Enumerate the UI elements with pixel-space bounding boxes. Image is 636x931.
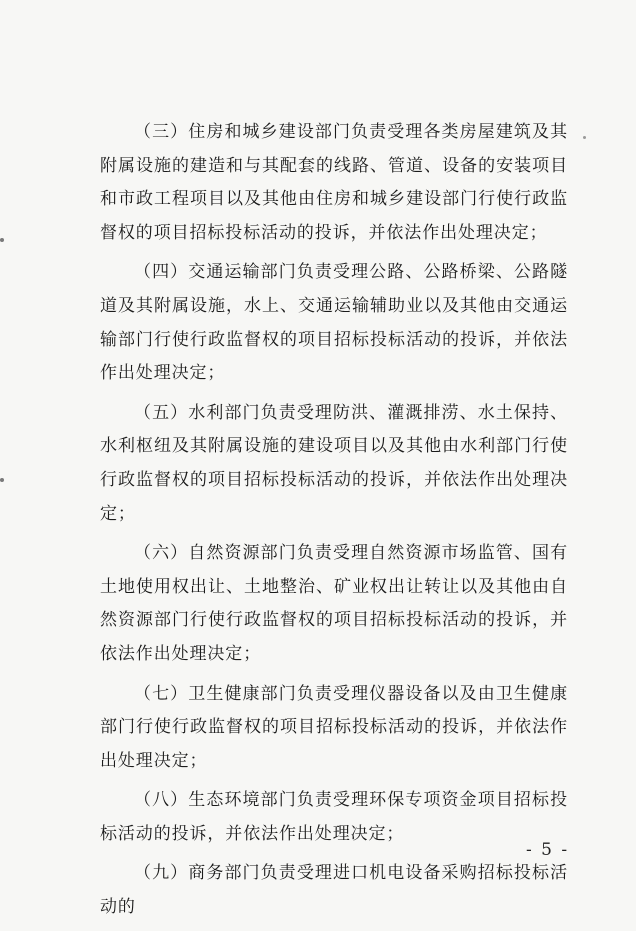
- scan-mark: [0, 478, 4, 482]
- paragraph-item-4: （四）交通运输部门负责受理公路、公路桥梁、公路隧道及其附属设施，水上、交通运输辅助业以及其他由交通运输部门行使行政监督权的项目招标投标活动的投诉，并依法作出处理决定；: [100, 262, 568, 384]
- document-body: [100, 116, 568, 931]
- scan-mark: [0, 238, 4, 242]
- paragraph-item-3: （三）住房和城乡建设部门负责受理各类房屋建筑及其附属设施的建造和与其配套的线路、管道、设备的安装项目和市政工程项目以及其他由住房和城乡建设部门行使行政监督权的项目招标投标活动的投诉，并依法作出处理决定；: [100, 122, 568, 243]
- scan-speck: [583, 136, 586, 139]
- paragraph-item-5: （五）水利部门负责受理防洪、灌溉排涝、水土保持、水利枢纽及其附属设施的建设项目以及其他由水利部门行使行政监督权的项目招标投标活动的投诉，并依法作出处理决定；: [100, 402, 568, 524]
- paragraph-item-6: （六）自然资源部门负责受理自然资源市场监管、国有土地使用权出让、土地整治、矿业权出让转让以及其他由自然资源部门行使行政监督权的项目招标投标活动的投诉，并依法作出处理决定；: [100, 543, 568, 664]
- paragraph-item-7: （七）卫生健康部门负责受理仪器设备以及由卫生健康部门行使行政监督权的项目招标投标活动的投诉，并依法作出处理决定；: [100, 683, 568, 771]
- page-number: - 5 -: [526, 840, 570, 860]
- paragraph-item-8: （八）生态环境部门负责受理环保专项资金项目招标投标活动的投诉，并依法作出处理决定；: [100, 790, 568, 844]
- paragraph-item-9: （九）商务部门负责受理进口机电设备采购招标投标活动的: [100, 863, 568, 918]
